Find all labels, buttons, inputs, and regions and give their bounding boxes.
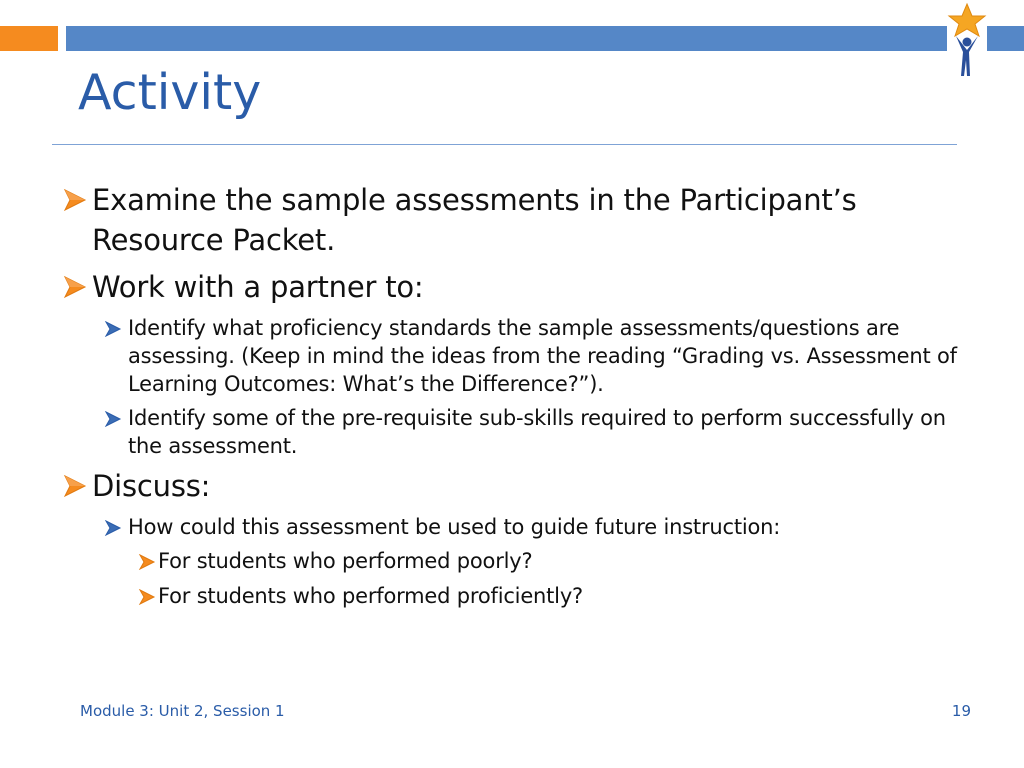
arrow-bullet-blue-icon: [104, 513, 128, 536]
arrow-bullet-orange-icon: [138, 547, 158, 570]
bullet-item: [62, 466, 962, 506]
arrow-bullet-blue-icon: [104, 314, 128, 337]
header-accent-orange-bar: [0, 26, 58, 51]
arrow-bullet-orange-icon: [62, 267, 92, 299]
bullet-item: [62, 180, 962, 260]
star-person-logo-icon: [946, 2, 988, 80]
slide-title: Activity: [78, 64, 262, 121]
arrow-bullet-blue-icon: [104, 404, 128, 427]
sub-bullet-text: Identify what proficiency standards the sample assessments/questions are assessing. (Keep in mind the ideas from the reading “Grading vs. Assessment of Learning Outcomes: What’s the Difference?”).: [128, 316, 957, 396]
slide-page-number: 19: [951, 702, 971, 720]
footer-module-label: Module 3: Unit 2, Session 1: [80, 702, 285, 720]
bullet-list: [62, 180, 962, 617]
sub-sub-bullet-item: [138, 547, 962, 575]
arrow-bullet-orange-icon: [138, 582, 158, 605]
sub-bullet-text: How could this assessment be used to guide future instruction:: [128, 515, 781, 539]
bullet-text: Discuss:: [92, 469, 211, 503]
bullet-text: Examine the sample assessments in the Participant’s Resource Packet.: [92, 183, 857, 257]
sub-sub-bullet-text: For students who performed poorly?: [158, 549, 533, 573]
sub-bullet-item: [104, 314, 962, 398]
sub-bullet-item: [104, 513, 962, 541]
arrow-bullet-orange-icon: [62, 180, 92, 212]
arrow-bullet-orange-icon: [62, 466, 92, 498]
sub-sub-bullet-text: For students who performed proficiently?: [158, 584, 583, 608]
bullet-item: [62, 267, 962, 307]
header-accent-blue-bar-right: [987, 26, 1024, 51]
bullet-text: Work with a partner to:: [92, 270, 424, 304]
sub-bullet-text: Identify some of the pre-requisite sub-skills required to perform successfully on the assessment.: [128, 406, 946, 458]
sub-bullet-item: [104, 404, 962, 460]
header-accent-blue-bar: [66, 26, 947, 51]
sub-sub-bullet-item: [138, 582, 962, 610]
title-divider: [52, 144, 957, 145]
